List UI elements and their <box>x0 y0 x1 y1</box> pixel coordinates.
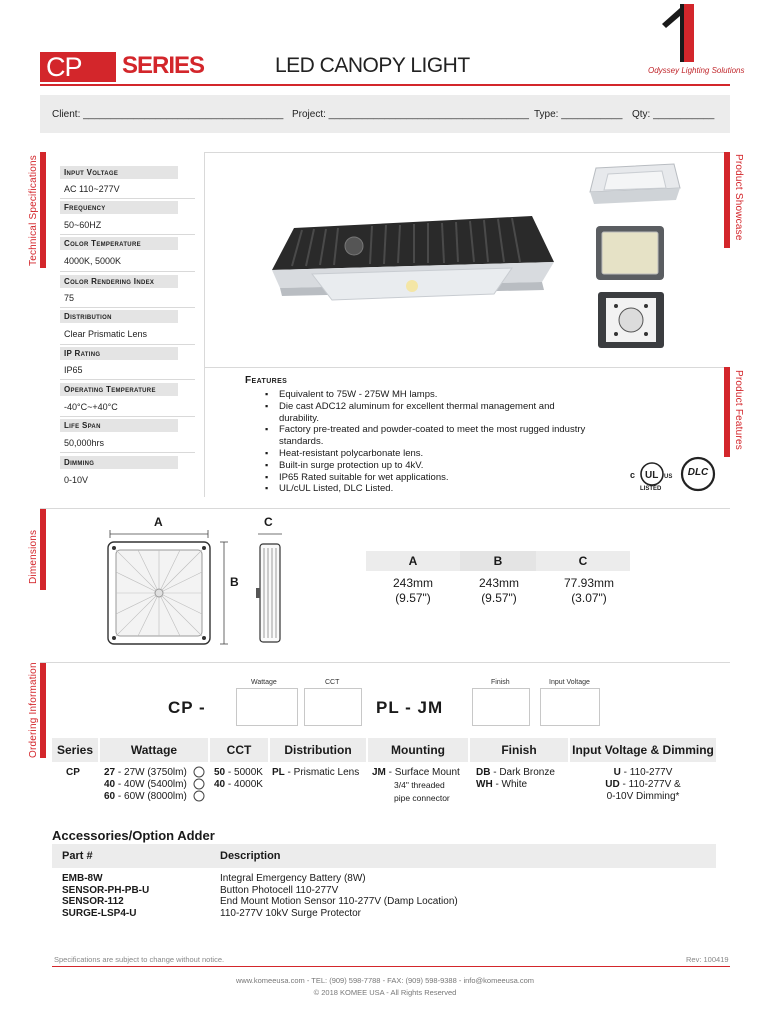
accessory-desc: 110-277V 10kV Surge Protector <box>220 907 362 919</box>
dim-table-head-b: B <box>460 551 536 571</box>
accessory-desc: Integral Emergency Battery (8W) <box>220 873 366 884</box>
ordering-caption-finish: Finish <box>491 679 510 686</box>
accessories-header <box>52 844 716 868</box>
dim-label-b: B <box>230 575 239 589</box>
spec-label-life-span: Life Span <box>60 419 178 432</box>
feature-item: ▪ Factory pre-treated and powder-coated to meet the most rugged industry standards. <box>265 424 595 448</box>
dim-table-head-c: C <box>536 551 630 571</box>
accessory-part: SURGE-LSP4-U <box>62 907 137 919</box>
canopy-light-main-image <box>262 208 562 308</box>
canopy-light-thumb-angled <box>586 158 684 216</box>
qty-field[interactable]: Qty: ___________ <box>632 109 715 120</box>
spec-label-input-voltage: Input Voltage <box>60 166 178 179</box>
svg-text:US: US <box>664 474 673 480</box>
spec-divider <box>204 152 205 497</box>
voltage-option: U - 110-277V <box>613 767 673 778</box>
spec-rule <box>60 416 195 417</box>
footer-rule <box>52 966 730 967</box>
technical-section-bar <box>40 152 46 268</box>
spec-rule <box>60 198 195 199</box>
dlc-mini-icons <box>192 766 206 802</box>
spec-value-ip-rating: IP65 <box>64 365 83 375</box>
dim-value-c-in: (3.07") <box>571 591 607 605</box>
series-code-badge: CP <box>40 52 116 82</box>
feature-item: ▪ Die cast ADC12 aluminum for excellent thermal management and durability. <box>265 401 595 425</box>
accessories-title: Accessories/Option Adder <box>52 828 215 843</box>
spec-value-input-voltage: AC 110~277V <box>64 184 120 194</box>
accessory-part: SENSOR-112 <box>62 896 124 908</box>
spec-label-operating-temperature: Operating Temperature <box>60 383 178 396</box>
finish-code-box[interactable] <box>472 688 530 726</box>
product-title: LED CANOPY LIGHT <box>275 54 470 77</box>
spec-rule <box>60 452 195 453</box>
ordering-prefix: CP - <box>168 698 206 717</box>
showcase-section-bar <box>724 152 730 248</box>
ordering-header-mounting: Mounting <box>368 738 468 762</box>
series-word: SERIES <box>122 52 205 79</box>
dim-table-head-a: A <box>366 551 460 571</box>
ordering-header-finish: Finish <box>470 738 568 762</box>
brand-logo-icon <box>654 2 700 64</box>
type-field[interactable]: Type: ___________ <box>534 109 623 120</box>
svg-text:c: c <box>630 470 636 480</box>
spec-value-operating-temperature: -40°C~+40°C <box>64 402 118 412</box>
canopy-light-thumb-back <box>596 290 666 350</box>
ul-listed-caption: LISTED <box>640 486 662 492</box>
accessories-part-header: Part # <box>62 850 93 862</box>
svg-text:UL: UL <box>645 470 659 481</box>
spec-label-distribution: Distribution <box>60 310 178 323</box>
feature-item: ▪ UL/cUL Listed, DLC Listed. <box>265 483 595 495</box>
client-info-bar <box>40 95 730 133</box>
ordering-section-bar <box>40 662 46 758</box>
spec-value-dimming: 0-10V <box>64 475 89 485</box>
spec-label-color-temperature: Color Temperature <box>60 237 178 250</box>
ordering-wattage-list <box>104 767 187 803</box>
ordering-top-rule <box>40 662 730 663</box>
accessory-desc: Button Photocell 110-277V <box>220 884 339 896</box>
dimensions-section-label: Dimensions <box>28 529 39 584</box>
voltage-option: UD - 110-277V & <box>605 779 681 790</box>
dim-value-c-mm: 77.93mm <box>563 576 615 590</box>
spec-value-life-span: 50,000hrs <box>64 438 105 448</box>
ordering-distribution-value: PL - Prismatic Lens <box>272 767 360 778</box>
features-title: Features <box>245 375 288 386</box>
spec-label-frequency: Frequency <box>60 201 178 214</box>
dim-value-b <box>452 576 546 606</box>
feature-item: ▪ Heat-resistant polycarbonate lens. <box>265 448 595 460</box>
dim-value-b-in: (9.57") <box>481 591 517 605</box>
accessories-part-list <box>62 873 149 919</box>
spec-label-cri: Color Rendering Index <box>60 275 178 288</box>
ordering-middle: PL - JM <box>376 698 444 717</box>
ordering-caption-cct: CCT <box>325 679 340 686</box>
ordering-header-wattage: Wattage <box>100 738 208 762</box>
cct-option: 40 - 4000K <box>214 779 263 790</box>
wattage-option: 27 - 27W (3750lm) <box>104 767 187 778</box>
spec-rule <box>60 307 195 308</box>
feature-item: ▪ IP65 Rated suitable for wet applications. <box>265 472 595 484</box>
features-top-rule <box>204 367 724 368</box>
dim-value-a <box>366 576 460 606</box>
dimensions-section-bar <box>40 508 46 590</box>
cct-option: 50 - 5000K <box>214 767 263 778</box>
ordering-series-value: CP <box>66 767 80 778</box>
finish-option: DB - Dark Bronze <box>476 767 555 778</box>
accessories-desc-header: Description <box>220 850 281 862</box>
spec-label-dimming: Dimming <box>60 456 178 469</box>
ordering-header-voltage: Input Voltage & Dimming <box>570 738 716 762</box>
feature-item: ▪ Built-in surge protection up to 4kV. <box>265 460 595 472</box>
wattage-option: 60 - 60W (8000lm) <box>104 791 187 802</box>
ordering-section-label: Ordering Information <box>28 662 39 758</box>
spec-label-ip-rating: IP Rating <box>60 347 178 360</box>
dim-value-c <box>542 576 636 606</box>
wattage-option: 40 - 40W (5400lm) <box>104 779 187 790</box>
showcase-section-label: Product Showcase <box>733 154 744 241</box>
dim-value-a-in: (9.57") <box>395 591 431 605</box>
ordering-header-cct: CCT <box>210 738 268 762</box>
technical-section-label: Technical Specifications <box>28 155 39 266</box>
ordering-mounting-value: JM - Surface Mount 3/4" threaded pipe connector <box>372 767 460 803</box>
project-field[interactable]: Project: ____________________________________ <box>292 109 529 120</box>
cct-code-box[interactable] <box>304 688 362 726</box>
dim-label-a: A <box>154 515 163 529</box>
dimension-drawing <box>100 528 312 650</box>
footer-revision: Rev: 100419 <box>686 955 729 964</box>
ordering-header-series: Series <box>52 738 98 762</box>
features-section-label: Product Features <box>733 370 744 450</box>
features-list <box>265 389 595 495</box>
ordering-caption-voltage: Input Voltage <box>549 679 590 686</box>
accessory-part: SENSOR-PH-PB-U <box>62 884 150 896</box>
ordering-header-distribution: Distribution <box>270 738 366 762</box>
footer-contact[interactable]: www.komeeusa.com - TEL: (909) 598-7788 - FAX: (909) 598-9388 - info@komeeusa.com <box>235 976 535 985</box>
header-rule <box>40 84 730 86</box>
ordering-caption-wattage: Wattage <box>251 679 277 686</box>
client-field[interactable]: Client: ____________________________________ <box>52 109 284 120</box>
spec-rule <box>60 234 195 235</box>
accessories-desc-list <box>220 873 458 919</box>
dlc-text: DLC <box>687 467 709 478</box>
spec-value-frequency: 50~60HZ <box>64 220 102 230</box>
spec-rule <box>60 379 195 380</box>
voltage-code-box[interactable] <box>540 688 600 726</box>
dim-value-b-mm: 243mm <box>478 576 519 590</box>
showcase-top-rule <box>204 152 724 153</box>
footer-disclaimer: Specifications are subject to change without notice. <box>54 955 225 964</box>
footer-copyright: © 2018 KOMEE USA - All Rights Reserved <box>313 988 457 997</box>
dim-label-c: C <box>264 515 273 529</box>
spec-rule <box>60 344 195 345</box>
dim-value-a-mm: 243mm <box>392 576 433 590</box>
ordering-finish-list <box>476 767 555 791</box>
finish-option: WH - White <box>476 779 528 790</box>
voltage-option: 0-10V Dimming* <box>606 791 680 802</box>
canopy-light-thumb-front <box>590 222 670 284</box>
accessory-part: EMB-8W <box>62 873 103 884</box>
spec-value-cri: 75 <box>64 293 75 303</box>
wattage-code-box[interactable] <box>236 688 298 726</box>
ordering-cct-list <box>214 767 263 791</box>
ordering-voltage-list <box>590 767 696 803</box>
dimensions-top-rule <box>40 508 730 509</box>
spec-value-distribution: Clear Prismatic Lens <box>64 329 148 339</box>
spec-value-color-temperature: 4000K, 5000K <box>64 256 122 266</box>
features-section-bar <box>724 367 730 457</box>
accessory-desc: End Mount Motion Sensor 110-277V (Damp Location) <box>220 896 458 908</box>
spec-rule <box>60 271 195 272</box>
brand-logo-text: Odyssey Lighting Solutions <box>648 66 745 75</box>
feature-item: ▪ Equivalent to 75W - 275W MH lamps. <box>265 389 595 401</box>
